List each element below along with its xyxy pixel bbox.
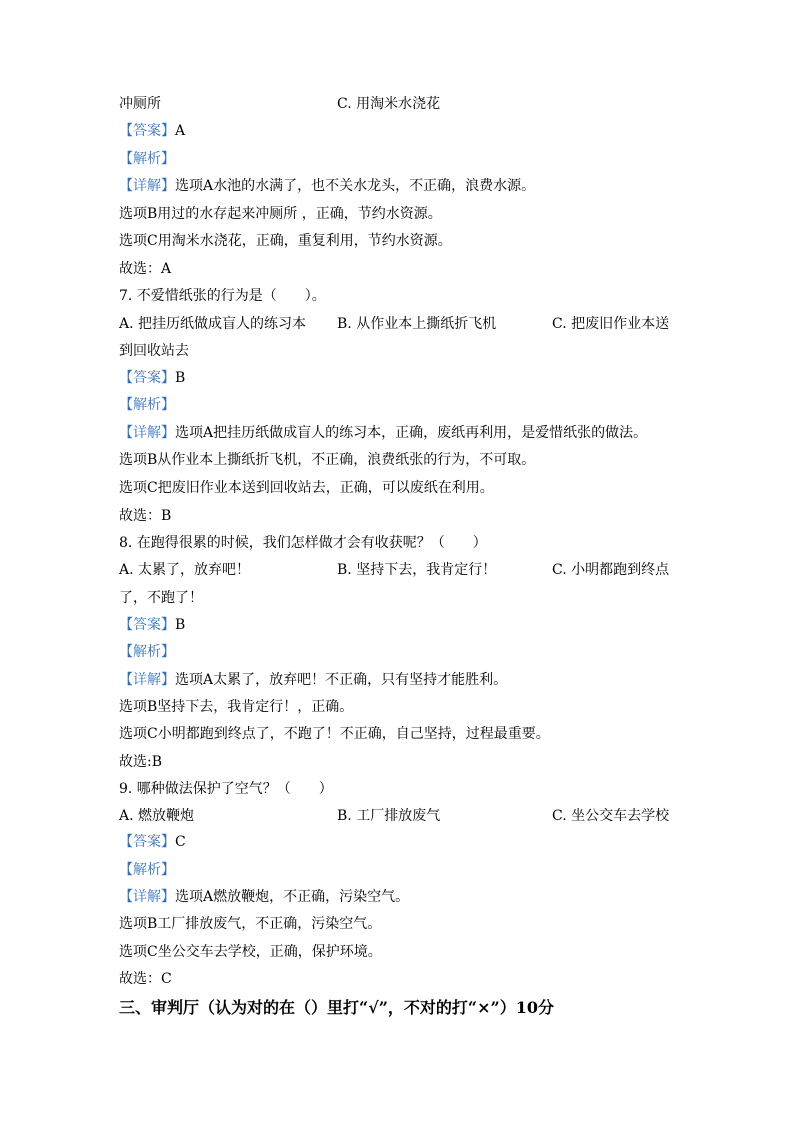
- answer-label: 【答案】: [119, 370, 175, 386]
- q8-option-c: C. 小明都跑到终点: [552, 562, 670, 578]
- q6-choice: 故选：A: [119, 261, 172, 277]
- q9-options-row: [119, 803, 699, 830]
- q7-option-c-continued: 到回收站去: [119, 343, 189, 359]
- q8-answer: [119, 612, 699, 639]
- q6-detail-text-1: 选项A水池的水满了，也不关水龙头，不正确，浪费水源。: [175, 178, 536, 194]
- q6-answer-value: A: [175, 123, 186, 139]
- q8-stem: 8. 在跑得很累的时候，我们怎样做才会有收获呢？（ ）: [119, 535, 487, 551]
- q7-answer-value: B: [175, 370, 186, 386]
- q7-detail-1: [119, 420, 699, 447]
- section-3-heading: 三、审判厅（认为对的在（）里打“√”，不对的打“×”）10分: [119, 998, 555, 1017]
- q6-options-row: [119, 91, 699, 118]
- q6-detail-2: 选项B用过的水存起来冲厕所 ，正确，节约水资源。: [119, 206, 442, 222]
- answer-label: 【答案】: [119, 617, 175, 633]
- detail-label: 【详解】: [119, 178, 175, 194]
- detail-label: 【详解】: [119, 889, 175, 905]
- q7-choice: 故选：B: [119, 508, 172, 524]
- q8-detail-text-1: 选项A太累了，放弃吧！不正确，只有坚持才能胜利。: [175, 672, 508, 688]
- q9-detail-1: [119, 884, 699, 911]
- q8-detail-2: 选项B坚持下去，我肯定行！，正确。: [119, 699, 354, 715]
- q7-option-c: C. 把废旧作业本送: [552, 316, 670, 332]
- q7-detail-2: 选项B从作业本上撕纸折飞机，不正确，浪费纸张的行为，不可取。: [119, 452, 536, 468]
- q6-option-b-tail: 冲厕所: [119, 96, 161, 112]
- q6-detail-3: 选项C用淘米水浇花，正确，重复利用，节约水资源。: [119, 233, 452, 249]
- q8-option-a: A. 太累了，放弃吧！: [119, 562, 251, 578]
- q9-detail-3: 选项C坐公交车去学校，正确，保护环境。: [119, 944, 382, 960]
- q8-detail-1: [119, 667, 699, 694]
- q6-analysis-label: 【解析】: [119, 151, 175, 167]
- q6-answer: [119, 118, 699, 145]
- detail-label: 【详解】: [119, 672, 175, 688]
- q7-stem: 7. 不爱惜纸张的行为是（ ）。: [119, 288, 326, 304]
- q6-option-c: C. 用淘米水浇花: [337, 96, 441, 112]
- q9-choice: 故选：C: [119, 971, 172, 987]
- q6-detail-1: [119, 173, 699, 200]
- q9-detail-2: 选项B工厂排放废气，不正确，污染空气。: [119, 916, 382, 932]
- q8-detail-3: 选项C小明都跑到终点了，不跑了！不正确，自己坚持，过程最重要。: [119, 726, 550, 742]
- q8-option-b: B. 坚持下去，我肯定行！: [337, 562, 497, 578]
- q7-option-a: A. 把挂历纸做成盲人的练习本: [119, 316, 307, 332]
- q9-stem: 9. 哪种做法保护了空气？（ ）: [119, 781, 333, 797]
- q7-detail-text-1: 选项A把挂历纸做成盲人的练习本，正确，废纸再利用，是爱惜纸张的做法。: [175, 425, 648, 441]
- q9-option-b: B. 工厂排放废气: [337, 808, 441, 824]
- q7-analysis-label: 【解析】: [119, 397, 175, 413]
- q7-options-row: [119, 311, 699, 338]
- q9-answer-value: C: [175, 834, 186, 850]
- q9-answer: [119, 829, 699, 856]
- q9-detail-text-1: 选项A燃放鞭炮，不正确，污染空气。: [175, 889, 410, 905]
- q7-answer: [119, 365, 699, 392]
- detail-label: 【详解】: [119, 425, 175, 441]
- answer-label: 【答案】: [119, 834, 175, 850]
- q9-analysis-label: 【解析】: [119, 862, 175, 878]
- q9-option-a: A. 燃放鞭炮: [119, 808, 195, 824]
- q8-choice: 故选:B: [119, 754, 163, 770]
- q8-options-row: [119, 557, 699, 584]
- q7-option-b: B. 从作业本上撕纸折飞机: [337, 316, 497, 332]
- q7-detail-3: 选项C把废旧作业本送到回收站去，正确，可以废纸在利用。: [119, 480, 494, 496]
- q8-answer-value: B: [175, 617, 186, 633]
- q9-option-c: C. 坐公交车去学校: [552, 808, 670, 824]
- answer-label: 【答案】: [119, 123, 175, 139]
- q8-option-c-continued: 了，不跑了！: [119, 590, 203, 606]
- q8-analysis-label: 【解析】: [119, 644, 175, 660]
